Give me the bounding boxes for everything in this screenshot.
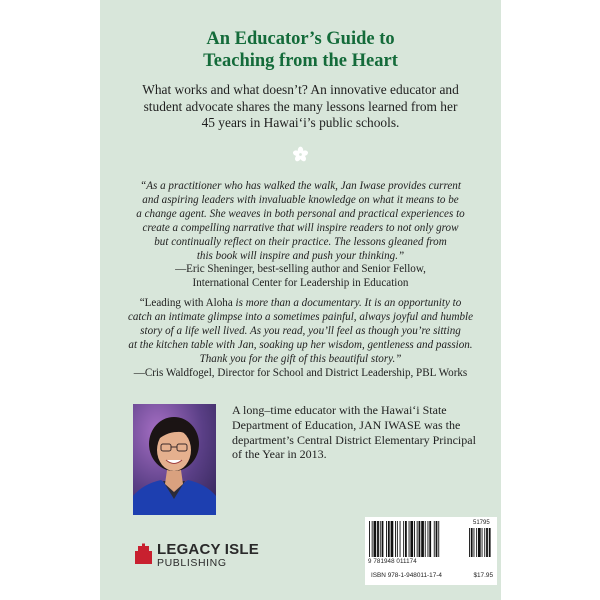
back-cover	[100, 0, 501, 600]
quote-line: Thank you for the gift of this beautiful story.”	[199, 352, 402, 365]
quote-text: is more than a documentary. It is an opportunity to	[232, 297, 462, 309]
bio-line: department’s Central District Elementary Principal	[232, 432, 476, 447]
barcode	[365, 517, 497, 585]
intro-blurb	[108, 82, 493, 132]
bio-line: of the Year in 2013.	[232, 447, 327, 462]
title-line: Teaching from the Heart	[203, 51, 398, 71]
flower-icon	[292, 146, 309, 163]
quote-line: story of a life well lived. As you read, you’ll feel as though you’re sitting	[140, 324, 461, 337]
bio-line: A long–time educator with the Hawaiʻi State	[232, 403, 447, 417]
quote-line: a change agent. She weaves in both personal and practical experiences to	[136, 207, 465, 220]
price: $17.95	[473, 572, 493, 579]
intro-line: 45 years in Hawaiʻi’s public schools.	[201, 115, 400, 130]
author-photo	[133, 404, 216, 515]
barcode-addon: 51795	[473, 520, 490, 526]
bio-line: Department of Education, JAN IWASE was the	[232, 417, 461, 432]
book-title	[100, 28, 501, 72]
endorsement-quote-1	[106, 180, 495, 291]
quote-line: but continually reflect on their practice. The lessons gleaned from	[154, 235, 447, 248]
author-bio	[232, 403, 497, 462]
barcode-digits: 9 781948 011174	[368, 558, 417, 565]
endorsement-quote-2	[106, 297, 495, 380]
book-name: “Leading with Aloha	[139, 297, 233, 309]
quote-line: create a compelling narrative that will inspire readers to not only grow	[142, 221, 459, 234]
quote-attribution: —Eric Sheninger, best-selling author and Senior Fellow,	[175, 263, 426, 276]
intro-line: student advocate shares the many lessons learned from her	[143, 98, 458, 114]
quote-line: this book will inspire and push your thinking.”	[196, 249, 405, 262]
quote-line: and aspiring leaders with invaluable knowledge on what it means to be	[142, 193, 459, 206]
publisher-subname: PUBLISHING	[157, 557, 227, 569]
quote-line: “As a practitioner who has walked the walk, Jan Iwase provides current	[140, 180, 461, 192]
quote-line: catch an intimate glimpse into a sometimes painful, always joyful and humble	[127, 310, 474, 323]
title-line: An Educator’s Guide to	[206, 29, 395, 49]
publisher-name: LEGACY ISLE	[157, 541, 259, 558]
quote-attribution: International Center for Leadership in Education	[192, 277, 409, 290]
intro-line: What works and what doesn’t? An innovative educator and	[142, 82, 459, 97]
isbn: ISBN 978-1-948011-17-4	[371, 572, 442, 579]
quote-line: at the kitchen table with Jan, soaking up her wisdom, gentleness and passion.	[128, 338, 473, 351]
quote-line	[106, 297, 495, 311]
publisher-logo-icon	[134, 543, 153, 565]
quote-attribution: —Cris Waldfogel, Director for School and District Leadership, PBL Works	[133, 366, 468, 379]
